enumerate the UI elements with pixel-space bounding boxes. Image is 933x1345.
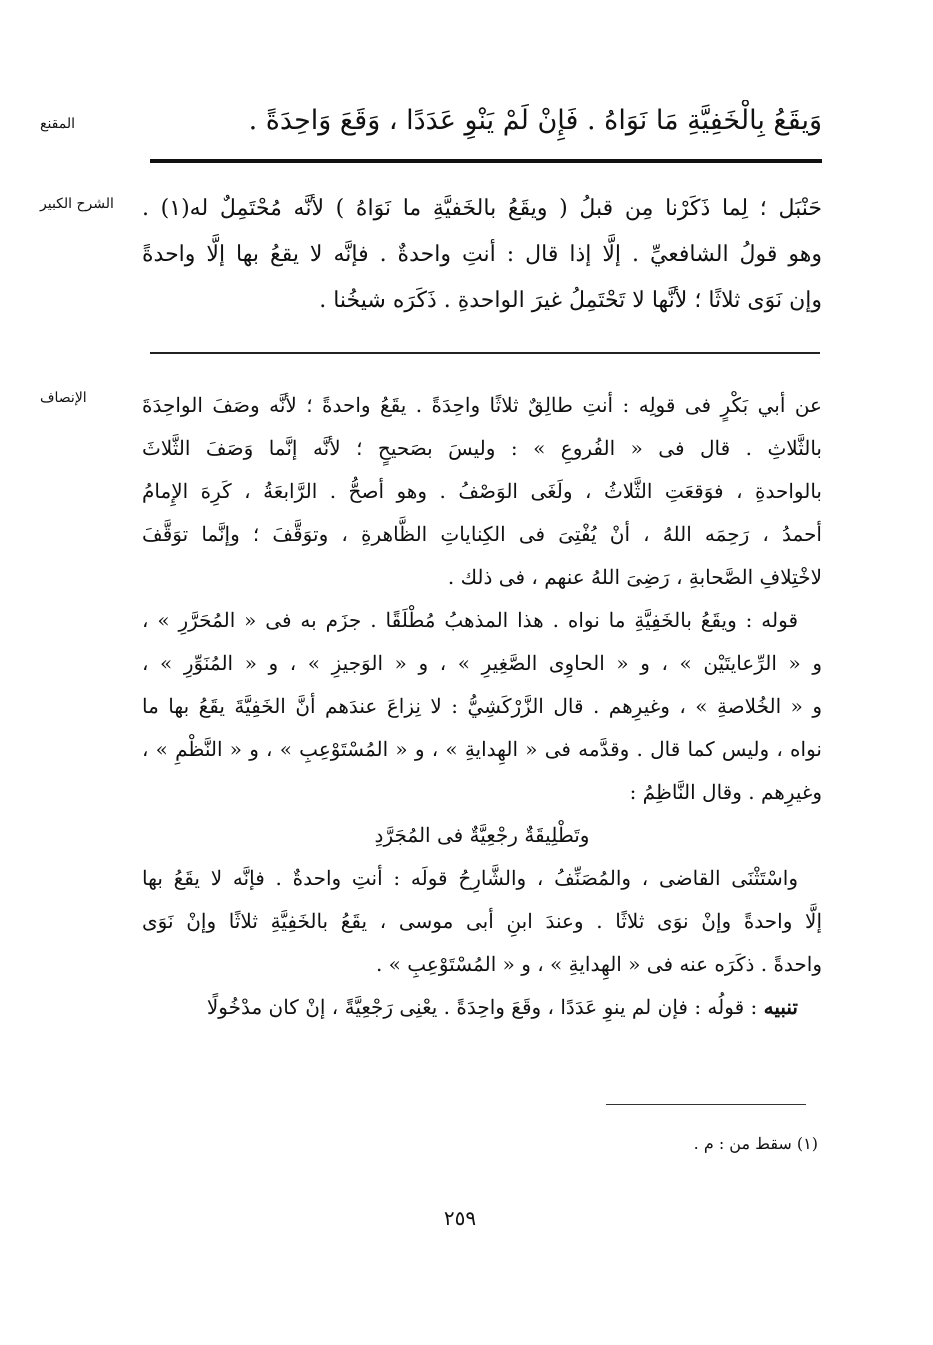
sharh-text-block [142, 186, 822, 324]
insaf-line: واحدةً . ذكَرَه عنه فى « الهِدايةِ » ، و « المُسْتَوْعِبِ » . [375, 952, 822, 976]
sharh-line: وهو قولُ الشافعيِّ . إلَّا إذا قال : أنتِ واحدةٌ . فإنَّه لا يقعُ بها إلَّا واحدةً [142, 242, 822, 267]
section-label-sharh: الشرح الكبير [40, 196, 114, 212]
insaf-line: قوله : ويقَعُ بالخَفِيَّةِ ما نواه . هذا المذهبُ مُطْلَقًا . جزَم به فى « المُحَرَّرِ » ، [142, 608, 798, 632]
insaf-line: عن أبي بَكْرٍ فى قولِه : أنتِ طالِقٌ ثلاثًا واحِدَةً . يقَعُ واحدةً ؛ لأنَّه وصَفَ الواحِدَةَ [142, 393, 822, 417]
insaf-line: بالثَّلاثِ . قال فى « الفُروعِ » : وليسَ بصَحيحٍ ؛ لأنَّه إنَّما وَصَفَ الثَّلاثَ [142, 436, 822, 460]
insaf-line: نواه ، وليس كما قال . وقدَّمه فى « الهِدايةِ » ، و « المُسْتَوْعِبِ » ، و « النَّظْمِ » ، [142, 737, 822, 761]
insaf-line: إلَّا واحدةً وإنْ نوَى ثلاثًا . وعندَ ابنِ أبى موسى ، يقَعُ بالخَفِيَّةِ ثلاثًا وإنْ نَوَى [142, 909, 822, 933]
insaf-line: وغيرِهم . وقال النَّاظِمُ : [629, 780, 822, 804]
muqni-text-block [142, 100, 822, 142]
thick-divider [150, 159, 822, 163]
tanbih-text: : قولُه : فإن لم ينوِ عَدَدًا ، وقَعَ واحِدَةً . يعْنِى رَجْعِيَّةً ، إنْ كان مدْخُولًا [206, 995, 764, 1019]
verse-line: وتَطْلِيقَةٌ رجْعِيَّةٌ فى المُجَرَّدِ [374, 823, 590, 847]
sharh-line: وإن نَوَى ثلاثًا ؛ لأنَّها لا تَحْتَمِلُ غيرَ الواحدةِ . ذَكَرَه شيخُنا . [319, 288, 822, 313]
insaf-line: لاخْتِلافِ الصَّحابةِ ، رَضِىَ اللهُ عنهم ، فى ذلك . [447, 565, 822, 589]
section-label-muqni: المقنع [40, 116, 76, 132]
insaf-line: بالواحدةِ ، فوَقعَتِ الثَّلاثُ ، ولَغَى الوَصْفُ . وهو أصحُّ . الرَّابعَةُ ، كَرِهَ الإِمامُ [142, 479, 822, 503]
tanbih-label: تنبيه [763, 995, 798, 1019]
thin-divider [150, 352, 820, 354]
insaf-text-block [142, 384, 822, 1029]
insaf-line: و « الرِّعايتَيْن » ، و « الحاوِى الصَّغِيرِ » ، و « الوَجيزِ » ، و « المُنَوِّرِ » ، [142, 651, 822, 675]
insaf-line: واسْتَثْنَى القاضى ، والمُصَنِّفُ ، والشَّارِحُ قولَه : أنتِ واحدةٌ . فإنَّه لا يقَعُ بها [142, 866, 798, 890]
insaf-line: و « الخُلاصةِ » ، وغيرِهم . قال الزَّرْكَشِيُّ : لا نِزاعَ عندَهم أنَّ الخَفِيَّةَ يقَعُ بها ما [142, 694, 822, 718]
tanbih-line [142, 986, 822, 1029]
page-number: ٢٥٩ [443, 1206, 477, 1230]
insaf-line: أحمدُ ، رَحِمَه اللهُ ، أنْ يُفْتِىَ فى الكِناياتِ الظَّاهرةِ ، وتوَقَّفَ ؛ وإنَّما توَقَّفَ [142, 522, 822, 546]
footnote: (١) سقط من : م . [693, 1134, 818, 1153]
section-label-insaf: الإنصاف [40, 390, 87, 406]
footnote-divider [606, 1104, 806, 1105]
muqni-line: وَيقَعُ بِالْخَفِيَّةِ مَا نَوَاهُ . فَإِنْ لَمْ يَنْوِ عَدَدًا ، وَقَعَ وَاحِدَةً . [248, 105, 822, 136]
sharh-line: حَنْبَل ؛ لِما ذَكَرْنا مِن قبلُ ( ويقَعُ بالخَفيَّةِ ما نَوَاهُ ) لأنَّه مُحْتَمِلٌ له(١) . [142, 196, 822, 221]
